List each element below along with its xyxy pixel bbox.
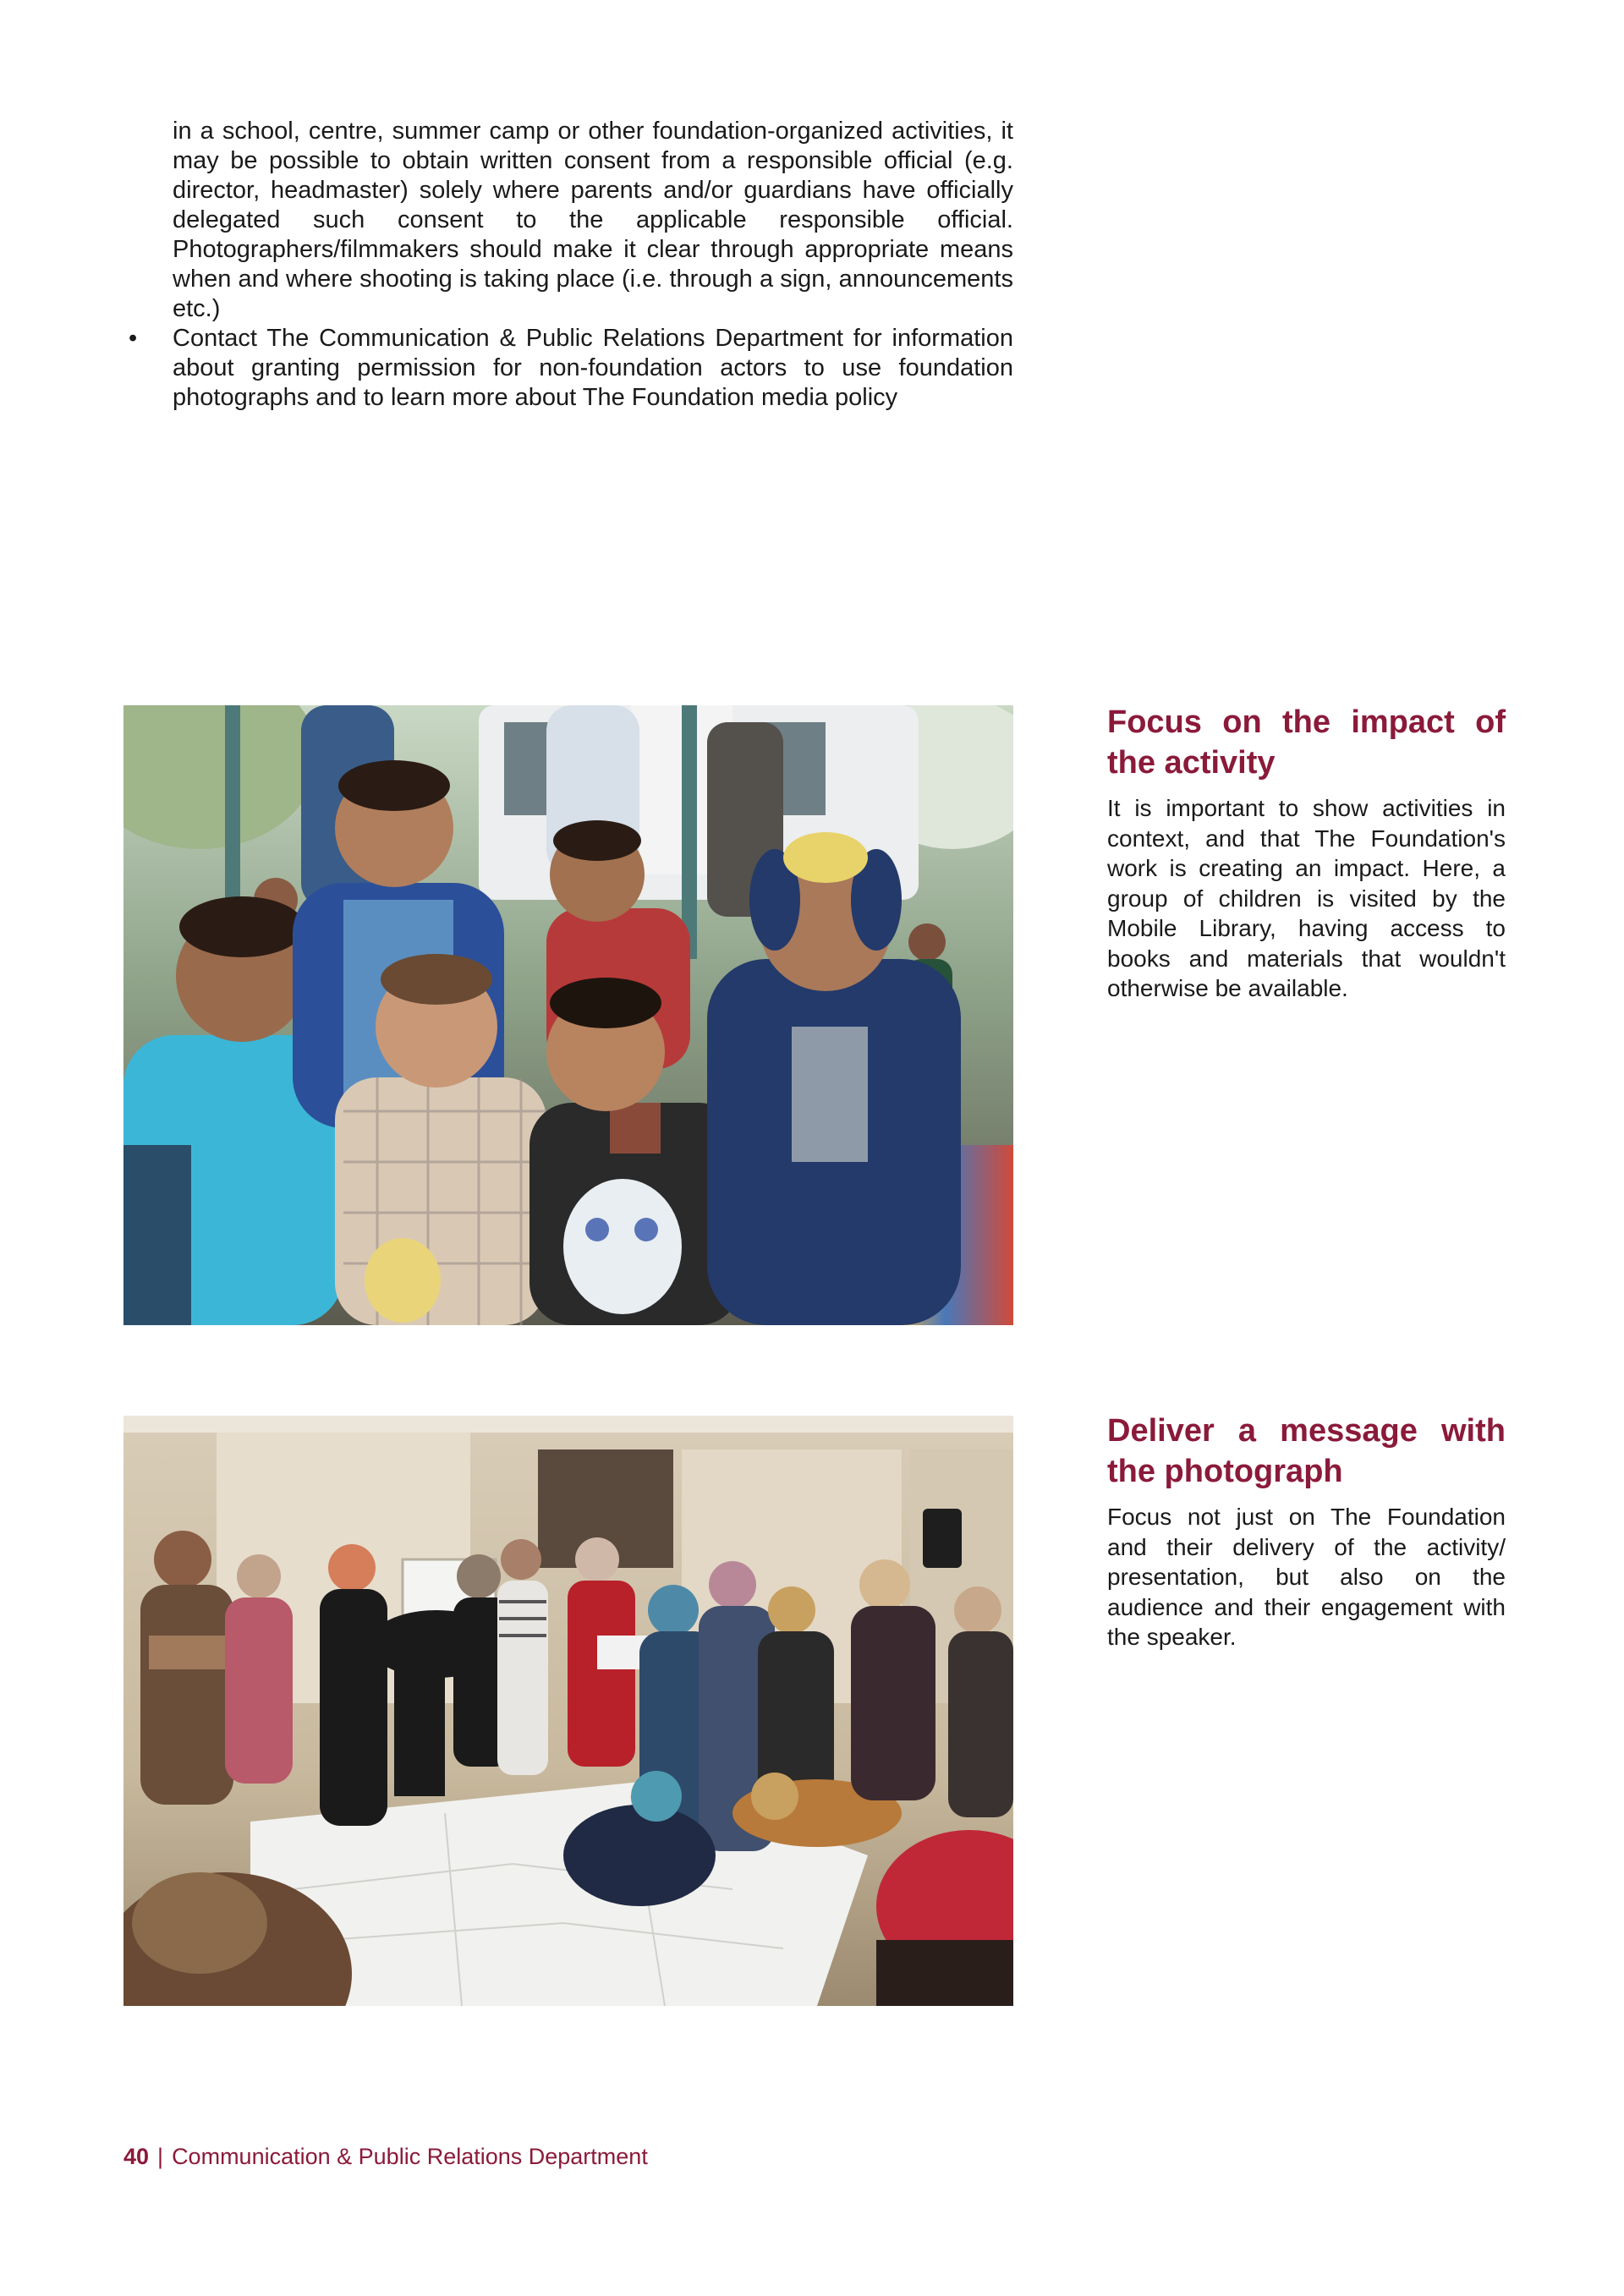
footer-separator: |: [157, 2144, 164, 2169]
message-section: [1107, 1411, 1506, 1652]
workshop-presentation-photo: [123, 1416, 1013, 2006]
children-photo-illustration: [123, 705, 1013, 1325]
footer-department: Communication & Public Relations Department: [172, 2144, 648, 2169]
continued-paragraph: in a school, centre, summer camp or other foundation-organized activities, it may be possible to obtain written consent from a responsible official (e.g. director, headmaster) solely where parents and/or guardians have officially delegated such consent to the applicable responsible official. Photographers/filmmakers should make it clear through appropriate means when and where shooting is taking place (i.e. through a sign, announcements etc.): [173, 118, 1013, 322]
bullet-text: Contact The Communication & Public Relations Department for information about granting permission for non-foundation actors to use foundation photographs and to learn more about The Foundation media policy: [173, 325, 1013, 411]
page-number: 40: [123, 2144, 150, 2169]
bullet-item: [129, 324, 1013, 413]
impact-section: [1107, 702, 1506, 1004]
message-heading: Deliver a message with the photograph: [1107, 1413, 1506, 1489]
children-mobile-library-photo: [123, 705, 1013, 1325]
impact-heading: Focus on the impact of the activity: [1107, 704, 1506, 781]
workshop-photo-illustration: [123, 1416, 1013, 2006]
page-footer: [123, 2144, 648, 2170]
intro-text-block: [123, 117, 1013, 413]
bullet-symbol: •: [129, 325, 138, 352]
message-body: Focus not just on The Foundation and their delivery of the activity/ presentation, but also on the audience and their engagement with the speaker.: [1107, 1504, 1506, 1650]
impact-body: It is important to show activities in context, and that The Foundation's work is creating an impact. Here, a group of children is visited by the Mobile Library, having access to books and materials that wouldn't otherwise be available.: [1107, 795, 1506, 1001]
